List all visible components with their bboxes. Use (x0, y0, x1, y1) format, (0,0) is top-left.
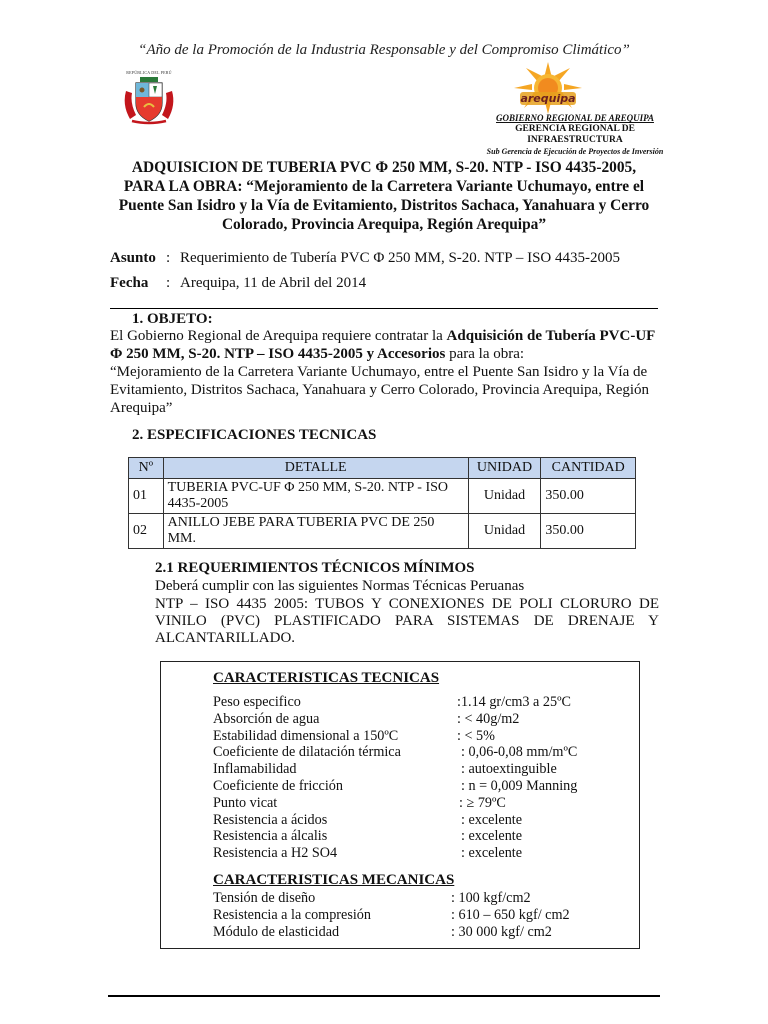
title-line: ADQUISICION DE TUBERIA PVC Φ 250 MM, S-20. NTP - ISO 4435-2005, (131, 159, 637, 176)
mech-prop: Tensión de diseño (213, 890, 316, 906)
cell-cantidad: 350.00 (541, 479, 636, 514)
objeto-text: para la obra: (445, 346, 525, 362)
objeto-paragraph (110, 327, 658, 363)
table-header-row (129, 458, 636, 479)
fecha-value: Arequipa, 11 de Abril del 2014 (180, 275, 367, 291)
tech-prop: Estabilidad dimensional a 150ºC (213, 727, 399, 744)
colon: : (166, 250, 171, 266)
tech-prop: Resistencia a H2 SO4 (213, 845, 338, 862)
objeto-heading: 1. OBJETO: (132, 311, 213, 327)
tech-val: : < 40g/m2 (457, 710, 520, 727)
subgerencia-name: Sub Gerencia de Ejecución de Proyectos de Inversión (486, 147, 664, 156)
mech-val: : 100 kgf/cm2 (451, 890, 531, 906)
sun-logo-icon (512, 60, 584, 116)
footer-divider (108, 995, 660, 997)
mech-val: : 610 – 650 kgf/ cm2 (451, 907, 570, 923)
tecnicas-heading: CARACTERISTICAS TECNICAS (213, 670, 440, 686)
tech-val: : 0,06-0,08 mm/mºC (461, 744, 578, 761)
cell-unidad: Unidad (468, 514, 541, 549)
section-divider (110, 308, 658, 309)
shield-caption: REPÚBLICA DEL PERÚ (126, 70, 172, 75)
obra-paragraph: “Mejoramiento de la Carretera Variante Uchumayo, entre el Puente San Isidro y la Vía de Evitamiento, Distritos Sachaca, Yanahuara y Cerro Colorado, Provincia Arequipa, Región Arequipa” (110, 364, 650, 416)
fecha-row (110, 275, 366, 292)
title-line: PARA LA OBRA: “Mejoramiento de la Carretera Variante Uchumayo, entre el (123, 178, 645, 195)
cell-cantidad: 350.00 (541, 514, 636, 549)
tech-prop: Inflamabilidad (213, 761, 297, 778)
tech-val: : excelente (461, 828, 523, 845)
especificaciones-heading: 2. ESPECIFICACIONES TECNICAS (132, 427, 377, 443)
title-line: Colorado, Provincia Arequipa, Región Arequipa” (221, 216, 547, 233)
cell-num: 02 (129, 514, 164, 549)
requerimientos-heading: 2.1 REQUERIMIENTOS TÉCNICOS MÍNIMOS (155, 560, 475, 576)
colon: : (166, 275, 171, 291)
col-header-unidad: UNIDAD (468, 458, 541, 479)
fecha-label: Fecha (110, 275, 149, 291)
gov-header-block (420, 113, 678, 157)
tech-val: :1.14 gr/cm3 a 25ºC (457, 694, 571, 710)
tech-prop: Resistencia a ácidos (213, 811, 328, 828)
tech-prop: Resistencia a álcalis (213, 828, 328, 845)
mecanicas-heading: CARACTERISTICAS MECANICAS (213, 872, 455, 888)
tech-prop: Peso especifico (213, 694, 301, 710)
requerimientos-intro: Deberá cumplir con las siguientes Normas Técnicas Peruanas (155, 578, 525, 594)
asunto-row (110, 250, 620, 267)
caracteristicas-box (160, 661, 640, 949)
tech-prop: Absorción de agua (213, 710, 320, 727)
logo-wordmark: arequipa (520, 92, 576, 105)
mech-prop: Módulo de elasticidad (213, 924, 340, 940)
asunto-value: Requerimiento de Tubería PVC Φ 250 MM, S-20. NTP – ISO 4435-2005 (180, 250, 620, 266)
gov-name: GOBIERNO REGIONAL DE AREQUIPA (496, 113, 654, 123)
cell-detalle: ANILLO JEBE PARA TUBERIA PVC DE 250 MM. (163, 514, 468, 549)
cell-num: 01 (129, 479, 164, 514)
col-header-cantidad: CANTIDAD (541, 458, 636, 479)
tech-val: : ≥ 79ºC (459, 794, 506, 811)
tech-val: : < 5% (457, 727, 495, 744)
specs-table (128, 457, 636, 549)
tech-val: : excelente (461, 811, 523, 828)
cell-unidad: Unidad (468, 479, 541, 514)
col-header-num: Nº (129, 458, 164, 479)
objeto-text: El Gobierno Regional de Arequipa requiere contratar la (110, 328, 447, 344)
document-title (96, 158, 672, 234)
mech-prop: Resistencia a la compresión (213, 907, 371, 923)
tech-prop: Punto vicat (213, 794, 278, 811)
table-row (129, 514, 636, 549)
arequipa-logo (512, 60, 584, 120)
tech-prop: Coeficiente de dilatación térmica (213, 744, 401, 761)
mech-val: : 30 000 kgf/ cm2 (451, 924, 552, 940)
peru-shield-emblem (118, 70, 180, 126)
table-row (129, 479, 636, 514)
shield-icon (118, 75, 180, 125)
asunto-label: Asunto (110, 250, 156, 266)
title-line: Puente San Isidro y la Vía de Evitamiento, Distritos Sachaca, Yanahuara y Cerro (118, 197, 650, 214)
cell-detalle: TUBERIA PVC-UF Φ 250 MM, S-20. NTP - ISO 4435-2005 (163, 479, 468, 514)
objeto-bold-text: Adquisición de Tubería PVC-UF Φ 250 MM, S-20. NTP – ISO 4435-2005 y Accesorios (110, 328, 655, 362)
tech-val: : n = 0,009 Manning (461, 778, 578, 794)
gerencia-name: GERENCIA REGIONAL DE INFRAESTRUCTURA (515, 124, 635, 145)
tech-val: : excelente (461, 845, 523, 862)
tech-prop: Coeficiente de fricción (213, 778, 343, 794)
tech-val: : autoextinguible (461, 761, 557, 778)
col-header-detalle: DETALLE (163, 458, 468, 479)
norma-text: NTP – ISO 4435 2005: TUBOS Y CONEXIONES DE POLI CLORURO DE VINILO (PVC) PLASTIFICADO PARA SISTEMAS DE DRENAJE Y ALCANTARILLADO. (155, 596, 659, 646)
year-motto: “Año de la Promoción de la Industria Responsable y del Compromiso Climático” (138, 42, 630, 58)
